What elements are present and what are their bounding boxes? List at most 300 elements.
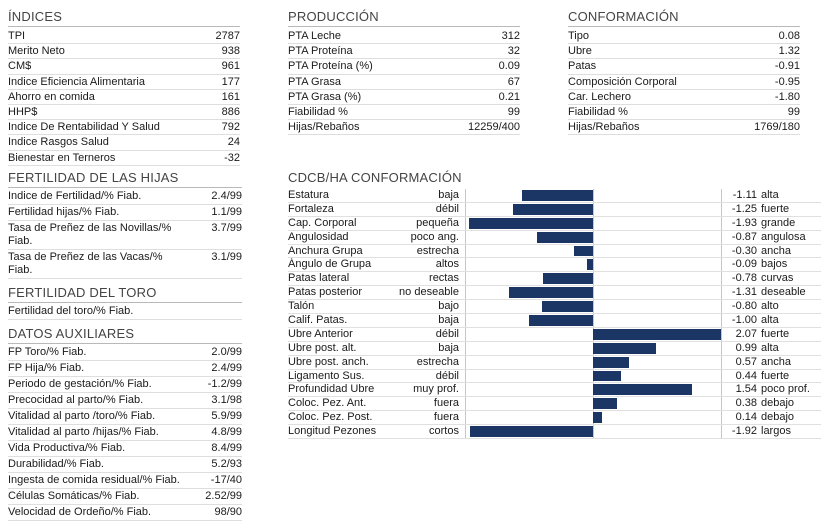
trait-label: Coloc. Pez. Ant. — [288, 397, 367, 410]
gridline — [721, 189, 722, 202]
list-item — [8, 205, 242, 221]
item-value: -0.91 — [774, 60, 800, 73]
high-descriptor: ancha — [761, 355, 791, 368]
item-label: Ubre — [568, 45, 592, 58]
list-item — [288, 75, 520, 90]
gridline — [465, 370, 466, 383]
list-item — [8, 304, 242, 320]
item-label: Hijas/Rebaños — [568, 121, 640, 134]
chart-row — [288, 203, 821, 217]
bar-area — [465, 286, 721, 299]
chart-row — [288, 231, 821, 245]
chart-row — [288, 356, 821, 370]
conformacion-list — [568, 29, 800, 135]
low-descriptor: cortos — [429, 425, 459, 438]
high-descriptor: angulosa — [761, 230, 806, 243]
high-descriptor: bajos — [761, 258, 788, 271]
cdcb-grid — [288, 189, 821, 439]
gridline — [593, 300, 594, 313]
low-descriptor: baja — [438, 341, 459, 354]
value-label: 0.38 — [735, 397, 757, 410]
value-label: -0.87 — [731, 230, 757, 243]
list-item — [8, 473, 242, 489]
gridline — [465, 383, 466, 396]
list-item — [8, 135, 240, 150]
gridline — [465, 286, 466, 299]
value-label: -0.78 — [731, 272, 757, 285]
list-item — [8, 377, 242, 393]
trait-label: Ubre post. alt. — [288, 341, 357, 354]
bar-area — [465, 272, 721, 285]
low-descriptor: rectas — [429, 272, 459, 285]
chart-row — [288, 286, 821, 300]
item-value: 1769/180 — [754, 121, 800, 134]
list-item — [288, 105, 520, 120]
value-label: 0.99 — [735, 341, 757, 354]
item-value: 0.08 — [778, 30, 800, 42]
item-label: Hijas/Rebaños — [288, 121, 360, 134]
list-item — [8, 221, 242, 250]
gridline — [593, 189, 594, 202]
item-value: 938 — [221, 45, 240, 58]
item-label: Ingesta de comida residual/% Fiab. — [8, 474, 180, 486]
item-label: Composición Corporal — [568, 75, 677, 88]
item-label: PTA Proteína — [288, 45, 353, 58]
gridline — [721, 245, 722, 258]
list-item — [8, 361, 242, 377]
item-value: -32 — [224, 151, 240, 164]
chart-row — [288, 328, 821, 342]
high-descriptor: debajo — [761, 411, 795, 424]
chart-bar — [509, 287, 593, 298]
gridline — [465, 258, 466, 271]
high-descriptor: alta — [761, 314, 779, 327]
bar-area — [465, 397, 721, 410]
low-descriptor: muy prof. — [413, 383, 459, 396]
item-label: PTA Leche — [288, 30, 341, 42]
chart-bar — [593, 329, 721, 340]
item-label: Patas — [568, 60, 597, 73]
gridline — [721, 203, 722, 216]
item-value: 5.2/93 — [211, 458, 242, 470]
bar-area — [465, 356, 721, 369]
chart-bar — [593, 384, 692, 395]
high-descriptor: fuerte — [761, 369, 790, 382]
high-descriptor: poco prof. — [761, 383, 810, 396]
chart-row — [288, 411, 821, 425]
list-item — [8, 505, 242, 521]
chart-row — [288, 314, 821, 328]
fertilidad-toro-section — [8, 285, 242, 320]
gridline — [721, 383, 722, 396]
trait-label: Talón — [288, 300, 315, 313]
bar-area — [465, 328, 721, 341]
list-item — [568, 29, 800, 44]
item-label: PTA Grasa (%) — [288, 90, 362, 103]
item-value: 0.09 — [498, 60, 520, 73]
value-label: 0.44 — [735, 369, 757, 382]
gridline — [721, 258, 722, 271]
chart-row — [288, 217, 821, 231]
bar-area — [465, 203, 721, 216]
low-descriptor: fuera — [433, 397, 459, 410]
item-value: 24 — [227, 136, 240, 149]
gridline — [465, 217, 466, 230]
chart-bar — [470, 426, 593, 437]
item-label: Células Somáticas/% Fiab. — [8, 490, 140, 502]
low-descriptor: poco ang. — [410, 230, 459, 243]
trait-label: Coloc. Pez. Post. — [288, 411, 373, 424]
chart-bar — [587, 259, 593, 270]
list-item — [8, 75, 240, 90]
trait-label: Anchura Grupa — [288, 244, 363, 257]
list-item — [8, 457, 242, 473]
list-item — [8, 29, 240, 44]
item-label: Merito Neto — [8, 45, 65, 58]
chart-row — [288, 397, 821, 411]
trait-label: Profundidad Ubre — [288, 383, 375, 396]
value-label: -1.11 — [732, 189, 757, 201]
list-item — [568, 44, 800, 59]
gridline — [465, 189, 466, 202]
chart-row — [288, 300, 821, 314]
list-item — [288, 59, 520, 74]
list-item — [288, 90, 520, 105]
item-value: 3.1/99 — [211, 251, 242, 263]
item-label: CM$ — [8, 60, 32, 73]
gridline — [593, 203, 594, 216]
item-label: Periodo de gestación/% Fiab. — [8, 378, 152, 390]
gridline — [721, 217, 722, 230]
gridline — [721, 300, 722, 313]
chart-bar — [543, 273, 593, 284]
high-descriptor: fuerte — [761, 202, 790, 215]
item-label: Fiabilidad % — [288, 106, 348, 119]
produccion-list — [288, 29, 520, 135]
list-item — [568, 90, 800, 105]
high-descriptor: alto — [761, 300, 779, 313]
list-item — [8, 120, 240, 135]
trait-label: Longitud Pezones — [288, 425, 377, 438]
list-item — [8, 345, 242, 361]
low-descriptor: pequeña — [416, 216, 459, 229]
item-label: FP Toro/% Fiab. — [8, 346, 87, 358]
gridline — [465, 203, 466, 216]
value-label: 0.14 — [735, 411, 757, 424]
item-label: Fiabilidad % — [568, 106, 628, 119]
gridline — [465, 314, 466, 327]
fertilidad-hijas-title: FERTILIDAD DE LAS HIJAS — [8, 170, 242, 188]
high-descriptor: deseable — [761, 286, 806, 299]
low-descriptor: débil — [435, 369, 459, 382]
gridline — [465, 272, 466, 285]
cdcb-title: CDCB/HA CONFORMACIÓN — [288, 170, 462, 185]
list-item — [8, 441, 242, 457]
high-descriptor: largos — [761, 425, 791, 438]
item-value: 1.32 — [778, 45, 800, 58]
item-value: 5.9/99 — [211, 410, 242, 422]
item-value: 98/90 — [214, 506, 242, 518]
chart-bar — [593, 398, 617, 409]
chart-row — [288, 425, 821, 439]
chart-row — [288, 189, 821, 203]
low-descriptor: fuera — [433, 411, 459, 424]
trait-label: Ubre Anterior — [288, 327, 353, 340]
gridline — [465, 328, 466, 341]
bar-area — [465, 231, 721, 244]
chart-bar — [469, 218, 593, 229]
value-label: 0.57 — [735, 355, 757, 368]
datos-auxiliares-list — [8, 345, 242, 521]
cdcb-conformacion-chart — [288, 170, 821, 439]
list-item — [568, 105, 800, 120]
item-value: 2.52/99 — [205, 490, 242, 502]
item-value: 4.8/99 — [211, 426, 242, 438]
list-item — [568, 75, 800, 90]
list-item — [8, 44, 240, 59]
gridline — [465, 411, 466, 424]
list-item — [288, 29, 520, 44]
chart-bar — [529, 315, 593, 326]
indices-section — [8, 9, 240, 166]
indices-title: ÍNDICES — [8, 9, 240, 27]
item-value: 2.4/99 — [211, 190, 242, 202]
item-label: PTA Proteína (%) — [288, 60, 373, 73]
item-label: Fertilidad del toro/% Fiab. — [8, 305, 134, 317]
item-value: 8.4/99 — [211, 442, 242, 454]
gridline — [465, 231, 466, 244]
chart-bar — [593, 343, 656, 354]
conformacion-title: CONFORMACIÓN — [568, 9, 800, 27]
item-label: Durabilidad/% Fiab. — [8, 458, 104, 470]
low-descriptor: bajo — [438, 300, 459, 313]
trait-label: Cap. Corporal — [288, 216, 357, 229]
list-item — [8, 189, 242, 205]
high-descriptor: curvas — [761, 272, 794, 285]
value-label: -0.30 — [731, 244, 757, 257]
bar-area — [465, 189, 721, 202]
gridline — [593, 245, 594, 258]
bar-area — [465, 258, 721, 271]
item-label: Car. Lechero — [568, 90, 631, 103]
gridline — [593, 217, 594, 230]
trait-label: Ubre post. anch. — [288, 355, 369, 368]
low-descriptor: débil — [435, 327, 459, 340]
high-descriptor: ancha — [761, 244, 791, 257]
trait-label: Patas lateral — [288, 272, 350, 285]
chart-bar — [593, 357, 629, 368]
item-label: Velocidad de Ordeño/% Fiab. — [8, 506, 152, 518]
list-item — [288, 44, 520, 59]
low-descriptor: no deseable — [399, 286, 459, 299]
item-value: 2.0/99 — [211, 346, 242, 358]
bar-area — [465, 314, 721, 327]
item-value: 12259/400 — [468, 121, 520, 134]
low-descriptor: débil — [435, 202, 459, 215]
chart-bar — [542, 301, 593, 312]
item-label: FP Hija/% Fiab. — [8, 362, 85, 374]
item-value: 99 — [507, 106, 520, 119]
item-label: Vitalidad al parto /hijas/% Fiab. — [8, 426, 159, 438]
gridline — [593, 231, 594, 244]
low-descriptor: altos — [435, 258, 459, 271]
list-item — [8, 90, 240, 105]
gridline — [721, 425, 722, 438]
item-label: TPI — [8, 30, 26, 42]
list-item — [8, 250, 242, 279]
item-value: 792 — [221, 121, 240, 134]
list-item — [8, 425, 242, 441]
item-label: Indice Rasgos Salud — [8, 136, 109, 149]
high-descriptor: alta — [761, 189, 779, 201]
gridline — [593, 314, 594, 327]
gridline — [721, 231, 722, 244]
bar-area — [465, 383, 721, 396]
value-label: 1.54 — [735, 383, 757, 396]
gridline — [721, 272, 722, 285]
gridline — [721, 328, 722, 341]
bar-area — [465, 217, 721, 230]
chart-bar — [593, 412, 602, 423]
item-value: -1.80 — [774, 90, 800, 103]
list-item — [8, 489, 242, 505]
item-label: PTA Grasa — [288, 75, 341, 88]
item-label: Indice de Fertilidad/% Fiab. — [8, 190, 142, 202]
item-label: Tipo — [568, 30, 589, 42]
chart-row — [288, 370, 821, 384]
fertilidad-hijas-list — [8, 189, 242, 279]
chart-bar — [593, 371, 621, 382]
item-value: 99 — [787, 106, 800, 119]
gridline — [593, 258, 594, 271]
item-label: Ahorro en comida — [8, 90, 95, 103]
value-label: 2.07 — [735, 327, 757, 340]
item-value: 1.1/99 — [211, 206, 242, 218]
value-label: -0.09 — [731, 258, 757, 271]
item-value: 67 — [507, 75, 520, 88]
chart-row — [288, 258, 821, 272]
high-descriptor: debajo — [761, 397, 795, 410]
item-label: Fertilidad hijas/% Fiab. — [8, 206, 120, 218]
item-value: 2787 — [215, 30, 240, 42]
bar-area — [465, 342, 721, 355]
gridline — [465, 342, 466, 355]
trait-label: Ángulo de Grupa — [288, 258, 372, 271]
value-label: -0.80 — [731, 300, 757, 313]
fertilidad-toro-title: FERTILIDAD DEL TORO — [8, 285, 242, 303]
item-value: -0.95 — [774, 75, 800, 88]
list-item — [568, 120, 800, 135]
item-label: Bienestar en Terneros — [8, 151, 116, 164]
list-item — [8, 393, 242, 409]
gridline — [721, 411, 722, 424]
chart-bar — [522, 190, 593, 201]
list-item — [288, 120, 520, 135]
fertilidad-toro-list — [8, 304, 242, 320]
datos-auxiliares-title: DATOS AUXILIARES — [8, 326, 242, 344]
list-item — [8, 409, 242, 425]
gridline — [593, 272, 594, 285]
gridline — [465, 397, 466, 410]
gridline — [593, 425, 594, 438]
low-descriptor: baja — [438, 189, 459, 201]
trait-label: Calif. Patas. — [288, 314, 348, 327]
bar-area — [465, 300, 721, 313]
low-descriptor: estrecha — [416, 244, 459, 257]
trait-label: Estatura — [288, 189, 329, 201]
trait-label: Angulosidad — [288, 230, 349, 243]
item-value: 961 — [221, 60, 240, 73]
item-value: 2.4/99 — [211, 362, 242, 374]
item-value — [188, 305, 242, 318]
datos-auxiliares-section — [8, 326, 242, 521]
list-item — [568, 59, 800, 74]
bar-area — [465, 370, 721, 383]
value-label: -1.93 — [731, 216, 757, 229]
chart-bar — [513, 204, 593, 215]
bar-area — [465, 425, 721, 438]
fertilidad-hijas-section — [8, 170, 242, 279]
item-value: 161 — [221, 90, 240, 103]
chart-bar — [537, 232, 593, 243]
chart-bar — [574, 246, 593, 257]
gridline — [721, 314, 722, 327]
item-value: -1.2/99 — [207, 378, 242, 390]
item-value: 32 — [507, 45, 520, 58]
chart-row — [288, 383, 821, 397]
bar-area — [465, 411, 721, 424]
item-value: 886 — [221, 106, 240, 119]
produccion-section — [288, 9, 520, 135]
gridline — [465, 356, 466, 369]
gridline — [465, 300, 466, 313]
item-label: HHP$ — [8, 106, 38, 119]
item-label: Precocidad al parto/% Fiab. — [8, 394, 144, 406]
value-label: -1.00 — [731, 314, 757, 327]
item-value: 0.21 — [498, 90, 520, 103]
item-value: 3.7/99 — [211, 222, 242, 234]
gridline — [465, 425, 466, 438]
trait-label: Ligamento Sus. — [288, 369, 365, 382]
bar-area — [465, 245, 721, 258]
item-label: Tasa de Preñez de las Vacas/% Fiab. — [8, 251, 163, 276]
produccion-title: PRODUCCIÓN — [288, 9, 520, 27]
low-descriptor: estrecha — [416, 355, 459, 368]
value-label: -1.25 — [731, 202, 757, 215]
trait-label: Fortaleza — [288, 202, 334, 215]
item-label: Tasa de Preñez de las Novillas/% Fiab. — [8, 222, 172, 247]
gridline — [721, 342, 722, 355]
indices-list — [8, 29, 240, 166]
chart-row — [288, 342, 821, 356]
list-item — [8, 59, 240, 74]
item-value: 312 — [501, 30, 520, 42]
gridline — [721, 397, 722, 410]
gridline — [721, 370, 722, 383]
trait-label: Patas posterior — [288, 286, 362, 299]
high-descriptor: fuerte — [761, 327, 790, 340]
item-label: Indice De Rentabilidad Y Salud — [8, 121, 160, 134]
high-descriptor: alta — [761, 341, 779, 354]
item-label: Vida Productiva/% Fiab. — [8, 442, 126, 454]
item-label: Vitalidad al parto /toro/% Fiab. — [8, 410, 156, 422]
low-descriptor: baja — [438, 314, 459, 327]
list-item — [8, 151, 240, 166]
conformacion-section — [568, 9, 800, 135]
chart-row — [288, 245, 821, 259]
value-label: -1.31 — [731, 286, 757, 299]
gridline — [465, 245, 466, 258]
